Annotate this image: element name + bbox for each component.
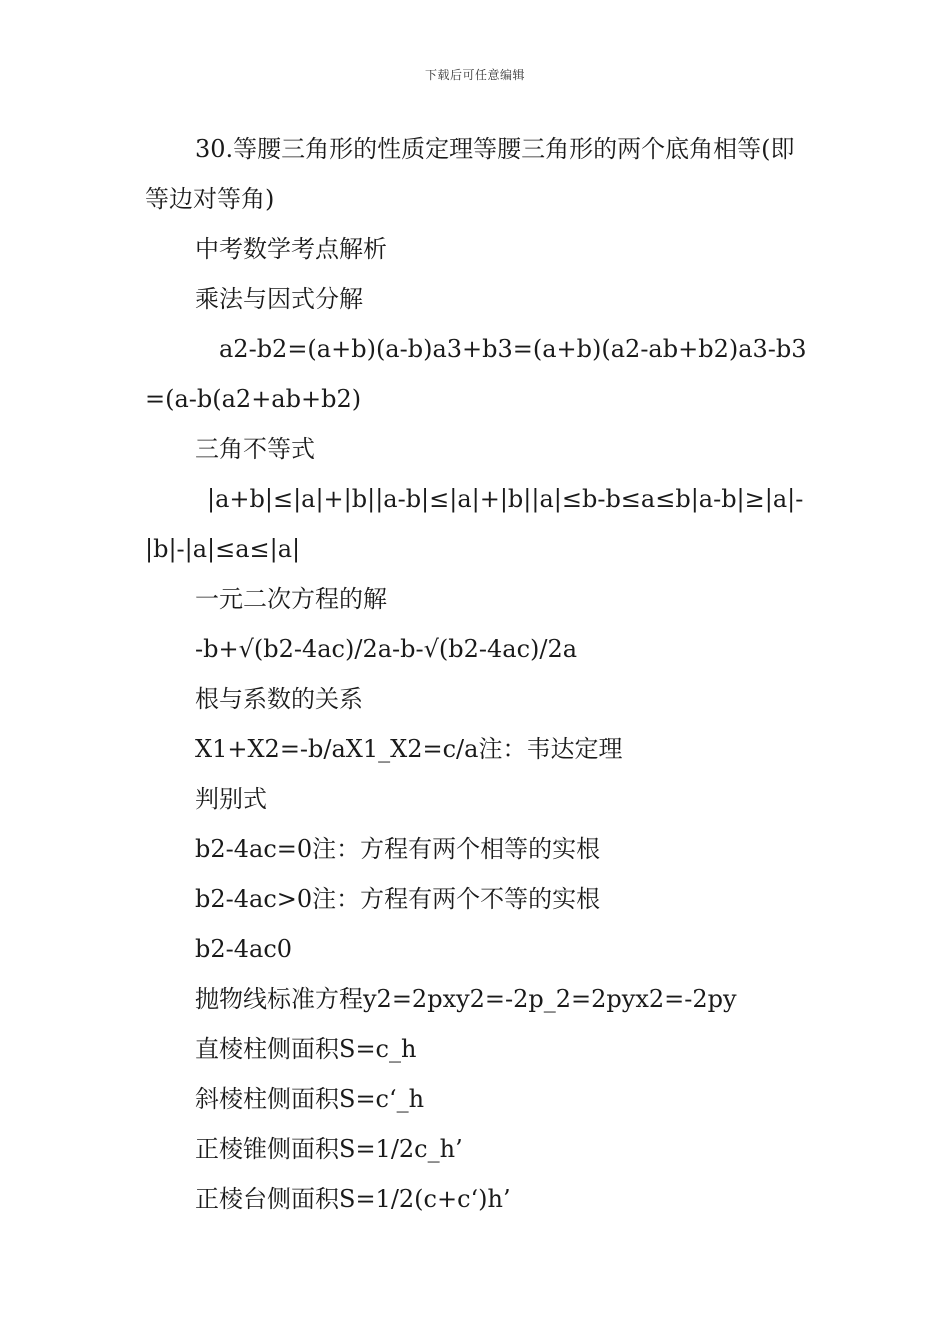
heading-discriminant: 判别式 bbox=[195, 785, 267, 813]
heading-factorization: 乘法与因式分解 bbox=[195, 285, 363, 313]
formula-quadratic-solution: -b+√(b2-4ac)/2a-b-√(b2-4ac)/2a bbox=[195, 635, 578, 663]
formula-regular-frustum: 正棱台侧面积S=1/2(c+c‘)h’ bbox=[195, 1185, 511, 1213]
formula-oblique-prism: 斜棱柱侧面积S=c‘_h bbox=[195, 1085, 425, 1113]
formula-parabola: 抛物线标准方程y2=2pxy2=-2p_2=2pyx2=-2py bbox=[195, 985, 737, 1013]
formula-discriminant-negative: b2-4ac0 bbox=[195, 935, 293, 963]
formula-regular-pyramid: 正棱锥侧面积S=1/2c_h’ bbox=[195, 1135, 463, 1163]
paragraph-isosceles-theorem: 30.等腰三角形的性质定理等腰三角形的两个底角相等(即等边对等角) bbox=[145, 135, 795, 213]
heading-quadratic-solution: 一元二次方程的解 bbox=[195, 585, 387, 613]
formula-triangle-inequality: |a+b|≤|a|+|b||a-b|≤|a|+|b||a|≤b-b≤a≤b|a-b|≥|a|-|b|-|a|≤a≤|a| bbox=[145, 485, 804, 563]
formula-vieta: X1+X2=-b/aX1_X2=c/a注：韦达定理 bbox=[195, 735, 623, 763]
formula-discriminant-zero: b2-4ac=0注：方程有两个相等的实根 bbox=[195, 835, 601, 863]
formula-factorization: a2-b2=(a+b)(a-b)a3+b3=(a+b)(a2-ab+b2)a3-b3=(a-b(a2+ab+b2) bbox=[145, 335, 807, 413]
heading-roots-coefficients: 根与系数的关系 bbox=[195, 685, 363, 713]
page-header: 下载后可任意编辑 bbox=[424, 68, 525, 82]
formula-right-prism: 直棱柱侧面积S=c_h bbox=[195, 1035, 417, 1063]
formula-discriminant-positive: b2-4ac>0注：方程有两个不等的实根 bbox=[195, 885, 601, 913]
heading-exam-points: 中考数学考点解析 bbox=[195, 235, 387, 263]
document-body bbox=[145, 124, 810, 1224]
heading-triangle-inequality: 三角不等式 bbox=[195, 435, 315, 463]
